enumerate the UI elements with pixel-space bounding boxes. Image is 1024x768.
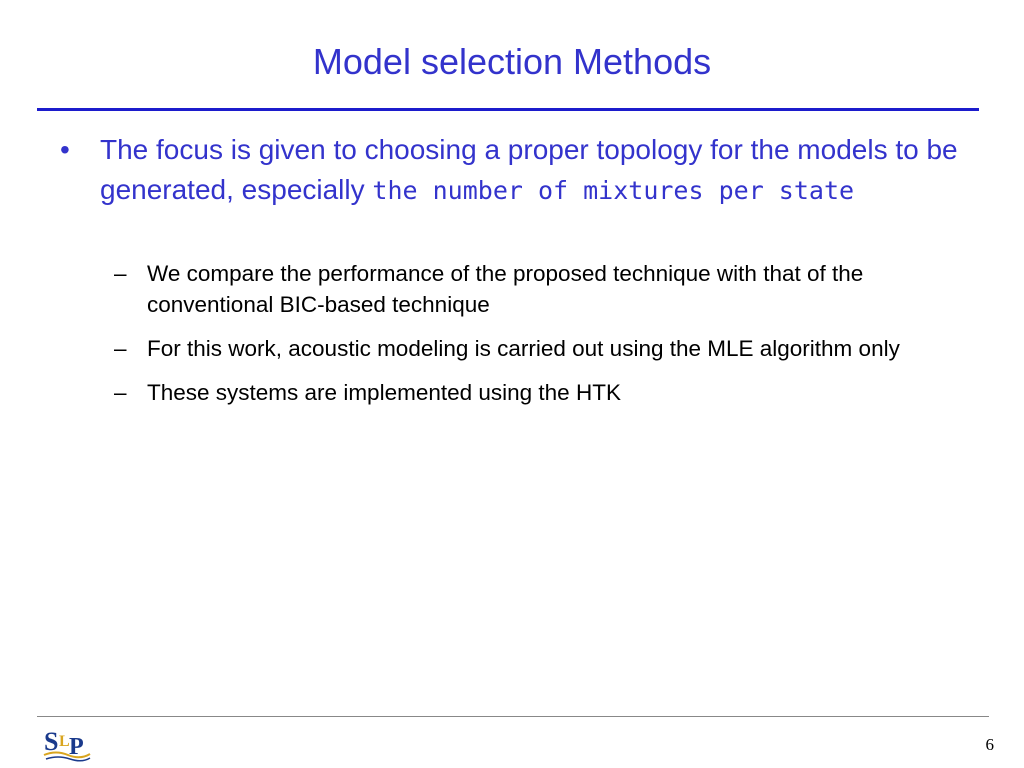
sub-bullet-list xyxy=(114,258,934,421)
sub-bullet-text: We compare the performance of the proposed technique with that of the conventional BIC-based technique xyxy=(147,261,864,317)
title-divider xyxy=(37,108,979,111)
slp-logo-icon xyxy=(42,724,92,762)
main-bullet xyxy=(60,130,960,211)
svg-text:P: P xyxy=(69,734,84,760)
slp-logo xyxy=(42,724,92,762)
main-bullet-emphasis: the number of mixtures per state xyxy=(372,176,855,205)
dash-marker: – xyxy=(114,380,127,405)
dash-marker: – xyxy=(114,336,127,361)
slide-title: Model selection Methods xyxy=(312,41,712,82)
sub-bullet-text: For this work, acoustic modeling is carried out using the MLE algorithm only xyxy=(147,336,900,361)
main-bullet-lead: The focus is given to choosing a proper topology for the models to be generated, especially xyxy=(100,134,958,205)
footer-divider xyxy=(37,716,989,717)
bullet-marker: • xyxy=(60,134,70,165)
svg-text:S: S xyxy=(44,727,59,756)
sub-bullet xyxy=(114,333,934,364)
main-bullet-text xyxy=(100,130,960,211)
dash-marker: – xyxy=(114,261,127,286)
sub-bullet xyxy=(114,258,934,320)
page-number: 6 xyxy=(985,735,994,754)
sub-bullet xyxy=(114,377,934,408)
svg-text:L: L xyxy=(59,733,70,750)
sub-bullet-text: These systems are implemented using the HTK xyxy=(147,380,621,405)
